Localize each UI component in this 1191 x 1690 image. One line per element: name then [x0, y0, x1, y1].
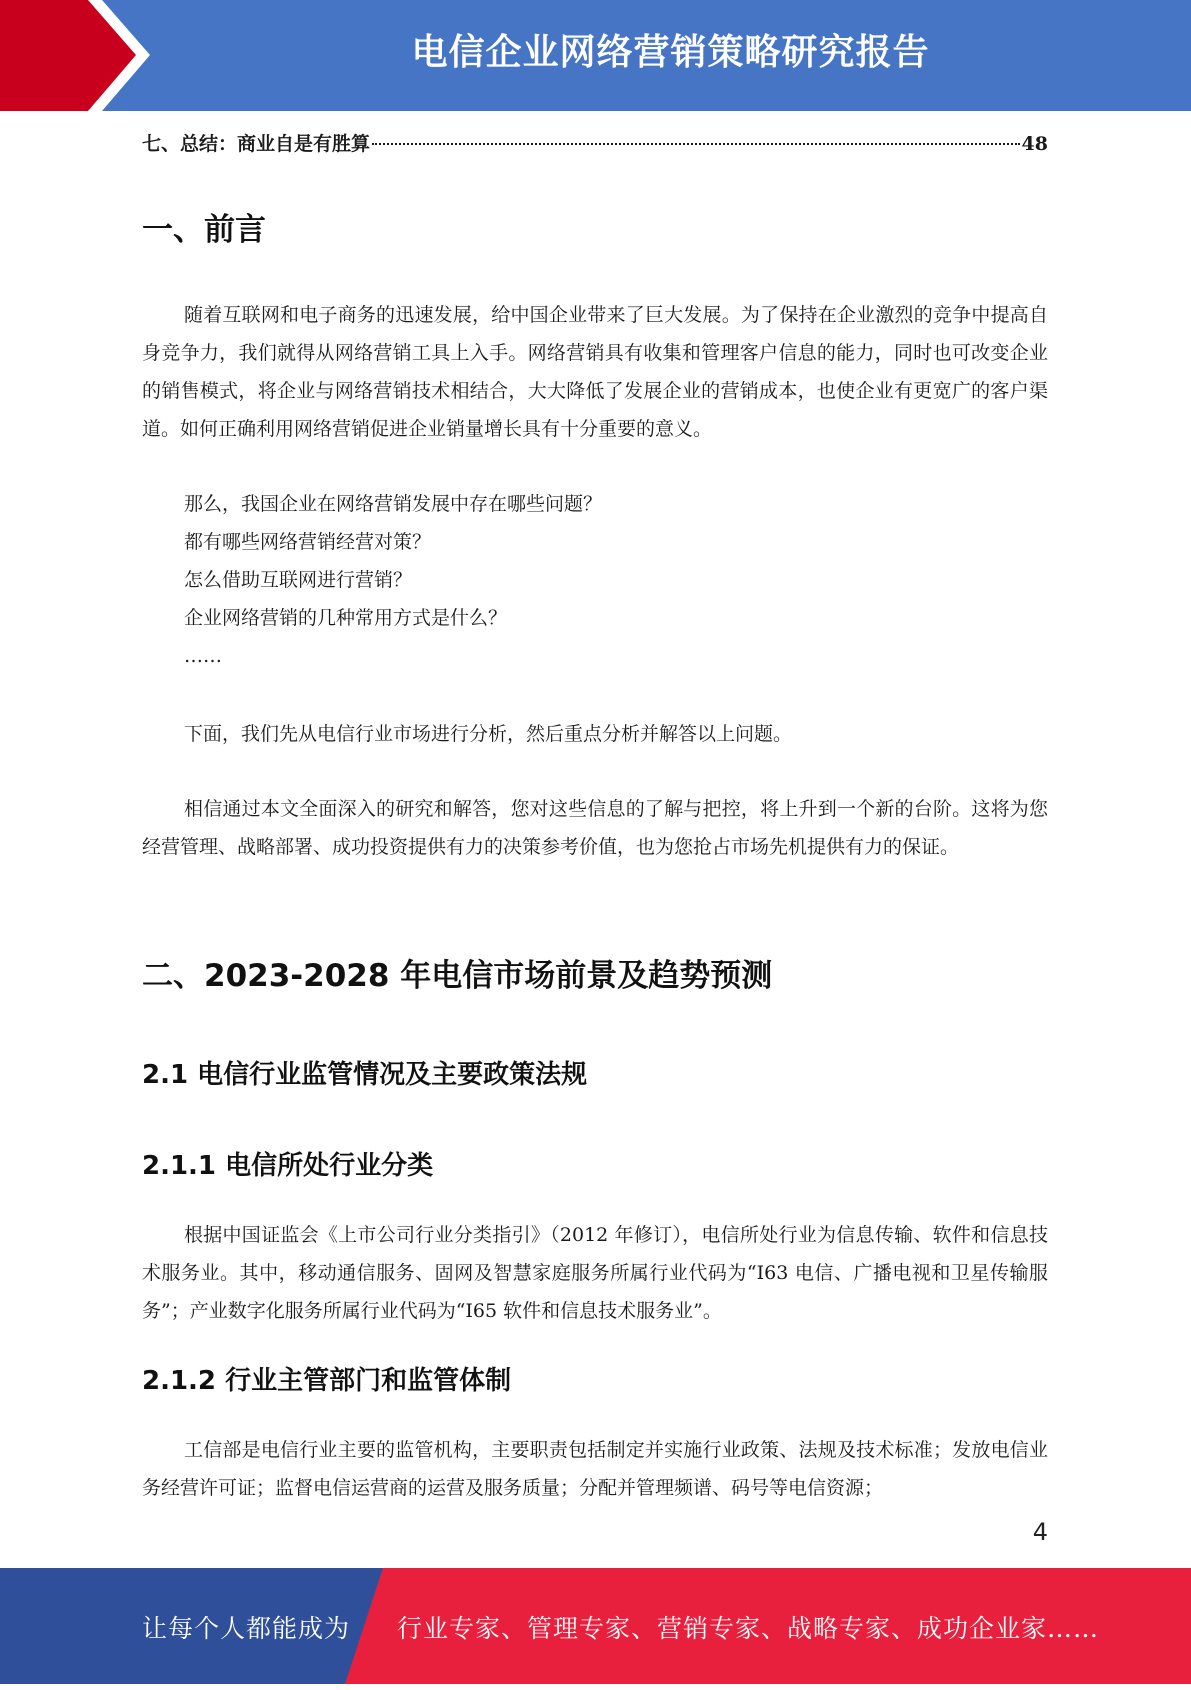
report-title: 电信企业网络营销策略研究报告	[411, 32, 930, 73]
toc-entry[interactable]	[142, 129, 1048, 159]
toc-dot-leader	[372, 143, 1020, 145]
heading-2-1-1: 2.1.1 电信所处行业分类	[142, 1151, 434, 1181]
heading-2-1-2: 2.1.2 行业主管部门和监管体制	[142, 1366, 512, 1396]
heading-2-1: 2.1 电信行业监管情况及主要政策法规	[142, 1060, 588, 1090]
toc-entry-label: 七、总结：商业自是有胜算	[142, 133, 371, 155]
header-red-chevron-decoration	[0, 0, 160, 111]
question-list-item: 企业网络营销的几种常用方式是什么？	[184, 607, 508, 629]
question-list-item: 那么，我国企业在网络营销发展中存在哪些问题？	[184, 493, 603, 515]
toc-entry-page: 48	[1021, 133, 1048, 155]
question-list-item: ……	[184, 645, 222, 667]
preface-paragraph-1: 随着互联网和电子商务的迅速发展，给中国企业带来了巨大发展。为了保持在企业激烈的竞争中提高自身竞争力，我们就得从网络营销工具上入手。网络营销具有收集和管理客户信息的能力，同时也可改变企业的销售模式，将企业与网络营销技术相结合，大大降低了发展企业的营销成本，也使企业有更宽广的客户渠道。如何正确利用网络营销促进企业销量增长具有十分重要的意义。	[142, 304, 1048, 440]
preface-paragraph-3: 相信通过本文全面深入的研究和解答，您对这些信息的了解与把控，将上升到一个新的台阶。这将为您经营管理、战略部署、成功投资提供有力的决策参考价值，也为您抢占市场先机提供有力的保证。	[142, 798, 1048, 858]
page-footer	[0, 1568, 1191, 1684]
footer-slogan-right: 行业专家、管理专家、营销专家、战略专家、成功企业家……	[397, 1614, 1100, 1643]
heading-preface: 一、前言	[142, 212, 266, 248]
question-list-item: 怎么借助互联网进行营销？	[184, 569, 413, 591]
page-number: 4	[1032, 1518, 1048, 1546]
heading-market-forecast: 二、2023-2028 年电信市场前景及趋势预测	[142, 958, 773, 994]
page-header	[0, 0, 1191, 111]
question-list	[184, 485, 602, 675]
footer-slogan-left: 让每个人都能成为	[142, 1614, 351, 1643]
question-list-item: 都有哪些网络营销经营对策？	[184, 531, 432, 553]
industry-classification-paragraph: 根据中国证监会《上市公司行业分类指引》（2012 年修订），电信所处行业为信息传输、软件和信息技术服务业。其中，移动通信服务、固网及智慧家庭服务所属行业代码为“I63 电信、广播电视和卫星传输服务”；产业数字化服务所属行业代码为“I65 软件和信息技术服务业”。	[142, 1224, 1048, 1322]
preface-paragraph-2: 下面，我们先从电信行业市场进行分析，然后重点分析并解答以上问题。	[184, 723, 793, 745]
regulator-paragraph: 工信部是电信行业主要的监管机构，主要职责包括制定并实施行业政策、法规及技术标准；发放电信业务经营许可证；监督电信运营商的运营及服务质量；分配并管理频谱、码号等电信资源；	[142, 1439, 1048, 1499]
